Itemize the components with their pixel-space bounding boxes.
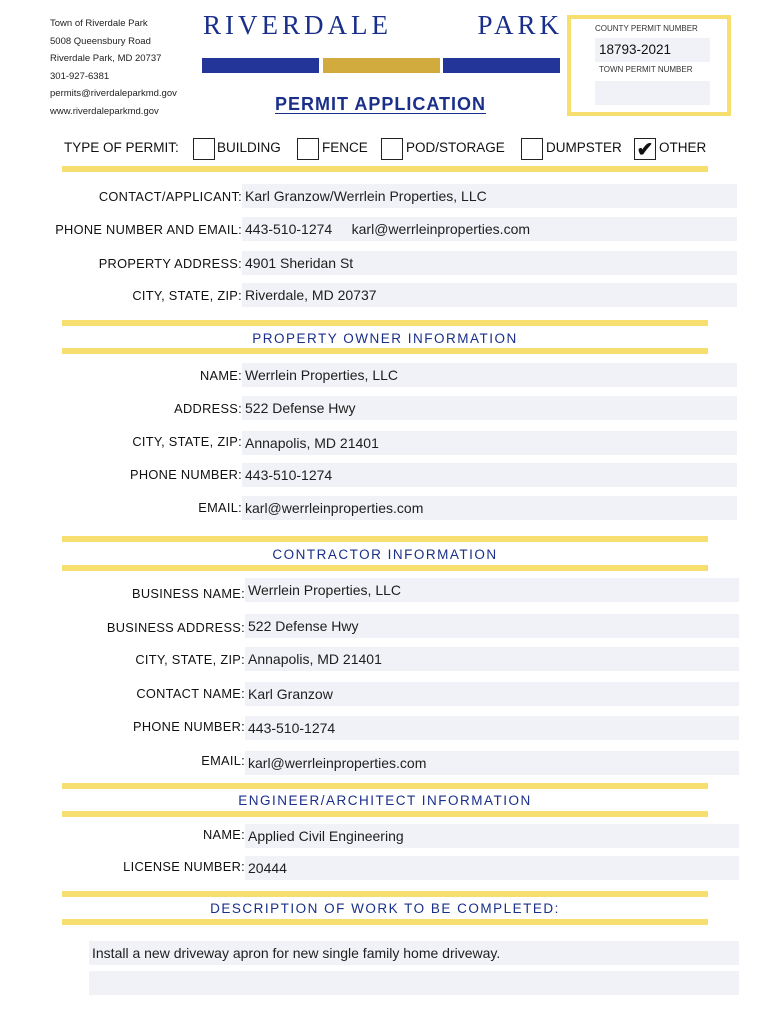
owner-phone-label: PHONE NUMBER:: [130, 467, 242, 482]
checkbox-other[interactable]: ✔: [634, 138, 656, 160]
section-divider: [62, 891, 708, 897]
business-address-label: BUSINESS ADDRESS:: [106, 620, 245, 635]
address-line: 5008 Queensbury Road: [50, 35, 151, 47]
brand-bar-blue-right: [443, 58, 560, 73]
contractor-section-title: CONTRACTOR INFORMATION: [272, 547, 498, 562]
town-permit-field[interactable]: [595, 81, 710, 105]
section-divider: [62, 166, 708, 172]
license-number-field[interactable]: 20444: [245, 856, 739, 880]
engineer-name-field[interactable]: Applied Civil Engineering: [245, 824, 739, 848]
website-line: www.riverdaleparkmd.gov: [50, 105, 159, 117]
brand-logo-text: RIVERDALE PARK: [203, 10, 563, 40]
license-number-label: LICENSE NUMBER:: [123, 859, 245, 874]
contractor-email-label: EMAIL:: [201, 753, 245, 768]
owner-email-label: EMAIL:: [198, 500, 242, 515]
property-address-field[interactable]: 4901 Sheridan St: [242, 251, 737, 275]
owner-phone-field[interactable]: 443-510-1274: [242, 463, 737, 487]
section-divider: [62, 565, 708, 571]
owner-city-state-zip-label: CITY, STATE, ZIP:: [132, 434, 242, 449]
owner-section-title: PROPERTY OWNER INFORMATION: [252, 331, 518, 346]
applicant-city-state-zip-field[interactable]: Riverdale, MD 20737: [242, 283, 737, 307]
address-line: Town of Riverdale Park: [50, 18, 148, 29]
owner-address-label: ADDRESS:: [174, 401, 242, 416]
checkbox-pod-storage[interactable]: [381, 138, 403, 160]
owner-name-field[interactable]: Werrlein Properties, LLC: [242, 363, 737, 387]
property-address-label: PROPERTY ADDRESS:: [98, 256, 242, 271]
engineer-section-title: ENGINEER/ARCHITECT INFORMATION: [238, 793, 532, 808]
checkbox-building[interactable]: [193, 138, 215, 160]
town-permit-label: TOWN PERMIT NUMBER: [599, 65, 693, 74]
brand-bar-blue-left: [202, 58, 319, 73]
phone-line: 301-927-6381: [50, 70, 110, 82]
business-address-field[interactable]: 522 Defense Hwy: [245, 614, 739, 638]
owner-email-field[interactable]: karl@werrleinproperties.com: [242, 496, 737, 520]
checkbox-fence[interactable]: [297, 138, 319, 160]
email-line: permits@riverdaleparkmd.gov: [50, 88, 177, 99]
contractor-phone-field[interactable]: 443-510-1274: [245, 716, 739, 740]
section-divider: [62, 536, 708, 542]
county-permit-label: COUNTY PERMIT NUMBER: [595, 24, 698, 33]
section-divider: [62, 348, 708, 354]
contractor-city-state-zip-field[interactable]: Annapolis, MD 21401: [245, 647, 739, 671]
contact-applicant-field[interactable]: Karl Granzow/Werrlein Properties, LLC: [242, 184, 737, 208]
contractor-email-field[interactable]: karl@werrleinproperties.com: [245, 751, 739, 775]
contact-applicant-label: CONTACT/APPLICANT:: [98, 189, 242, 204]
owner-address-field[interactable]: 522 Defense Hwy: [242, 396, 737, 420]
engineer-name-label: NAME:: [202, 827, 245, 842]
business-name-field[interactable]: Werrlein Properties, LLC: [245, 578, 739, 602]
description-section-title: DESCRIPTION OF WORK TO BE COMPLETED:: [210, 901, 560, 916]
permit-type-label: TYPE OF PERMIT:: [64, 140, 179, 155]
section-divider: [62, 783, 708, 789]
checkbox-dumpster-label: DUMPSTER: [546, 140, 622, 155]
address-line: Riverdale Park, MD 20737: [50, 53, 162, 64]
checkbox-pod-storage-label: POD/STORAGE: [406, 140, 505, 155]
applicant-city-state-zip-label: CITY, STATE, ZIP:: [132, 288, 242, 303]
checkbox-fence-label: FENCE: [322, 140, 368, 155]
business-name-label: BUSINESS NAME:: [132, 586, 245, 601]
form-title: PERMIT APPLICATION: [275, 94, 486, 114]
brand-bar-gold: [323, 58, 440, 73]
contractor-city-state-zip-label: CITY, STATE, ZIP:: [135, 652, 245, 667]
contractor-phone-label: PHONE NUMBER:: [133, 719, 245, 734]
section-divider: [62, 320, 708, 326]
owner-city-state-zip-field[interactable]: Annapolis, MD 21401: [242, 431, 737, 455]
work-description-line-2[interactable]: [89, 971, 739, 995]
phone-email-label: PHONE NUMBER AND EMAIL:: [55, 222, 242, 237]
town-address-block: [50, 15, 177, 120]
contact-name-label: CONTACT NAME:: [136, 686, 245, 701]
contact-name-field[interactable]: Karl Granzow: [245, 682, 739, 706]
checkbox-other-label: OTHER: [659, 140, 707, 155]
checkbox-building-label: BUILDING: [217, 140, 281, 155]
county-permit-field[interactable]: 18793-2021: [595, 38, 710, 62]
owner-name-label: NAME:: [199, 368, 242, 383]
section-divider: [62, 811, 708, 817]
section-divider: [62, 919, 708, 925]
work-description-line-1[interactable]: Install a new driveway apron for new single family home driveway.: [89, 941, 739, 965]
checkbox-dumpster[interactable]: [521, 138, 543, 160]
phone-email-field[interactable]: 443-510-1274 karl@werrleinproperties.com: [242, 217, 737, 241]
